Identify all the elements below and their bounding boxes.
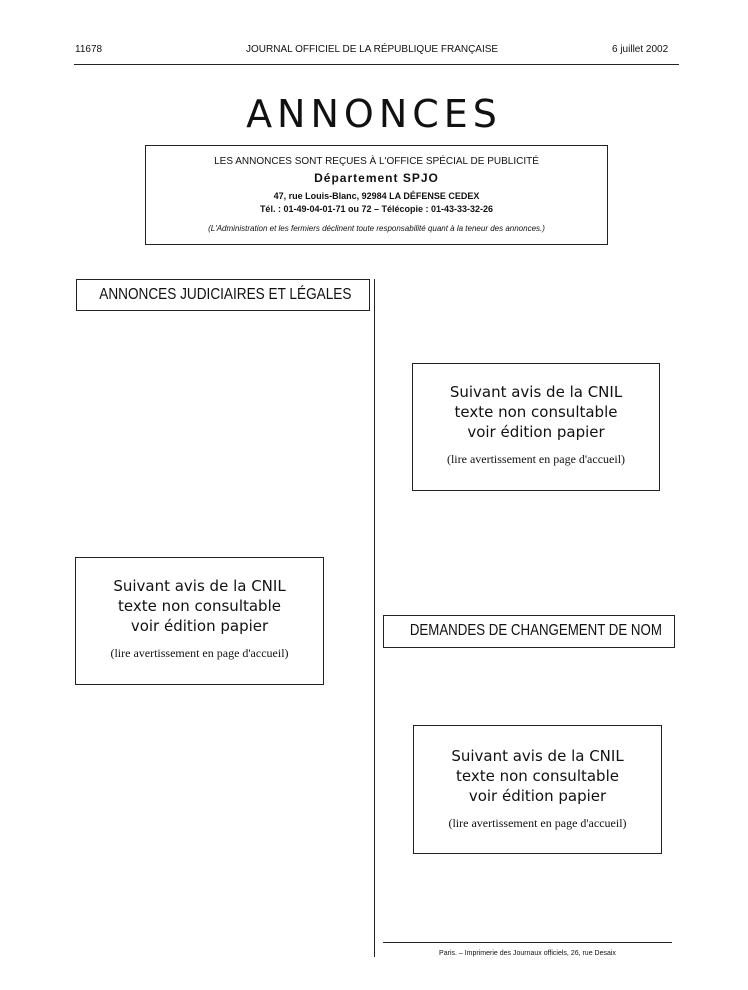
department-line: Département SPJO xyxy=(314,171,439,185)
cnil-notice-box xyxy=(413,725,662,854)
page-number: 11678 xyxy=(75,44,103,55)
journal-name: JOURNAL OFFICIEL DE LA RÉPUBLIQUE FRANÇAISE xyxy=(246,44,499,55)
phone-line: Tél. : 01-49-04-01-71 ou 72 – Télécopie : 01-43-33-32-26 xyxy=(259,204,494,214)
address-line: 47, rue Louis-Blanc, 92984 LA DÉFENSE CEDEX xyxy=(273,191,480,201)
section-heading-changement-nom xyxy=(383,615,675,648)
header-rule xyxy=(74,64,679,65)
cnil-note: (lire avertissement en page d'accueil) xyxy=(110,646,289,660)
section-heading-judiciaires xyxy=(76,279,370,311)
cnil-line-2: texte non consultable xyxy=(118,597,281,615)
footer-rule xyxy=(383,942,672,943)
publication-date: 6 juillet 2002 xyxy=(612,44,669,55)
cnil-line-3: voir édition papier xyxy=(467,423,605,441)
column-divider xyxy=(374,279,375,957)
cnil-note: (lire avertissement en page d'accueil) xyxy=(446,452,626,466)
cnil-line-1: Suivant avis de la CNIL xyxy=(451,747,624,765)
publicity-office-box xyxy=(145,145,608,245)
cnil-line-1: Suivant avis de la CNIL xyxy=(449,383,623,401)
section-heading-judiciaires-label: ANNONCES JUDICIAIRES ET LÉGALES xyxy=(99,286,352,303)
cnil-line-2: texte non consultable xyxy=(456,767,619,785)
cnil-line-3: voir édition papier xyxy=(468,787,607,805)
cnil-line-2: texte non consultable xyxy=(454,403,618,421)
cnil-line-1: Suivant avis de la CNIL xyxy=(113,577,286,595)
cnil-note: (lire avertissement en page d'accueil) xyxy=(448,816,627,830)
cnil-notice-box xyxy=(412,363,660,491)
page-title: ANNONCES xyxy=(246,92,502,136)
cnil-notice-box xyxy=(75,557,324,685)
disclaimer-line: (L'Administration et les fermiers déclinent toute responsabilité quant à la teneur des annonces.) xyxy=(208,224,545,233)
section-heading-changement-nom-label: DEMANDES DE CHANGEMENT DE NOM xyxy=(409,622,662,639)
printer-footer: Paris. – Imprimerie des Journaux officiels, 26, rue Desaix xyxy=(439,950,616,957)
cnil-line-3: voir édition papier xyxy=(130,617,269,635)
office-line: LES ANNONCES SONT REÇUES À L'OFFICE SPÉCIAL DE PUBLICITÉ xyxy=(214,156,539,167)
